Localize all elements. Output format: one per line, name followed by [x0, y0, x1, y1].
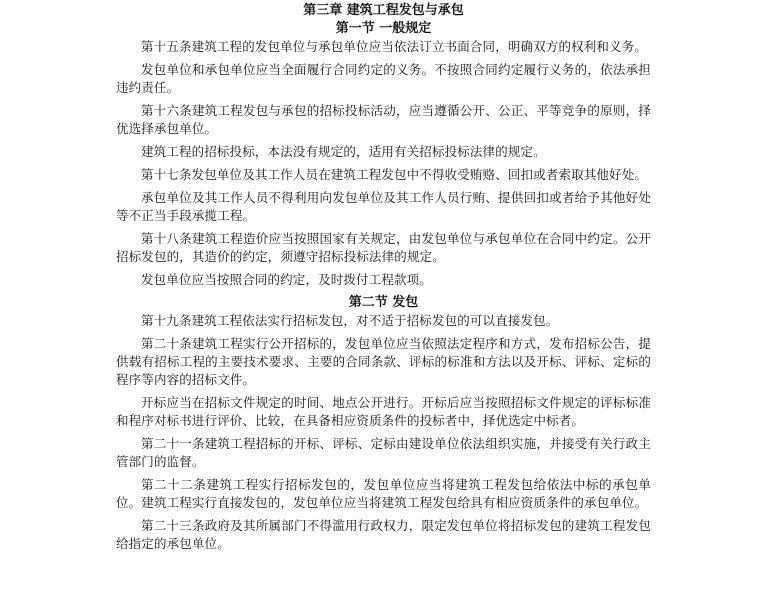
paragraph: 第二十二条建筑工程实行招标发包的，发包单位应当将建筑工程发包给依法中标的承包单位。建筑工程实行直接发包的，发包单位应当将建筑工程发包给具有相应资质条件的承包单位。 [116, 477, 651, 510]
paragraph: 第十八条建筑工程造价应当按照国家有关规定，由发包单位与承包单位在合同中约定。公开招标发包的，其造价的约定，须遵守招标投标法律的规定。 [116, 231, 651, 264]
section-title-contracting: 第二节 发包 [348, 295, 419, 310]
paragraph: 第十五条建筑工程的发包单位与承包单位应当依法订立书面合同，明确双方的权利和义务。 [141, 39, 648, 54]
document-body [116, 2, 651, 558]
paragraph: 第二十一条建筑工程招标的开标、评标、定标由建设单位依法组织实施，并接受有关行政主管部门的监督。 [116, 436, 651, 469]
section-title-general-provisions: 第一节 一般规定 [335, 21, 432, 36]
paragraph: 第十九条建筑工程依法实行招标发包，对不适于招标发包的可以直接发包。 [141, 313, 559, 328]
chapter-title: 第三章 建筑工程发包与承包 [303, 3, 464, 18]
paragraph: 第十六条建筑工程发包与承包的招标投标活动，应当遵循公开、公正、平等竞争的原则，择优选择承包单位。 [116, 103, 651, 136]
paragraph: 第二十三条政府及其所属部门不得滥用行政权力，限定发包单位将招标发包的建筑工程发包给指定的承包单位。 [116, 518, 651, 551]
paragraph: 开标应当在招标文件规定的时间、地点公开进行。开标后应当按照招标文件规定的评标标准和程序对标书进行评价、比较，在具备相应资质条件的投标者中，择优选定中标者。 [116, 395, 651, 428]
paragraph: 第十七条发包单位及其工作人员在建筑工程发包中不得收受贿赂、回扣或者索取其他好处。 [141, 167, 648, 182]
paragraph: 建筑工程的招标投标，本法没有规定的，适用有关招标投标法律的规定。 [141, 144, 546, 159]
paragraph: 承包单位及其工作人员不得利用向发包单位及其工作人员行贿、提供回扣或者给予其他好处等不正当手段承揽工程。 [116, 190, 651, 223]
paragraph: 第二十条建筑工程实行公开招标的，发包单位应当依照法定程序和方式，发布招标公告，提供载有招标工程的主要技术要求、主要的合同条款、评标的标准和方法以及开标、评标、定标的程序等内容的招标文件。 [116, 336, 651, 387]
paragraph: 发包单位应当按照合同的约定，及时拨付工程款项。 [141, 272, 432, 287]
paragraph: 发包单位和承包单位应当全面履行合同约定的义务。不按照合同约定履行义务的，依法承担违约责任。 [116, 62, 651, 95]
